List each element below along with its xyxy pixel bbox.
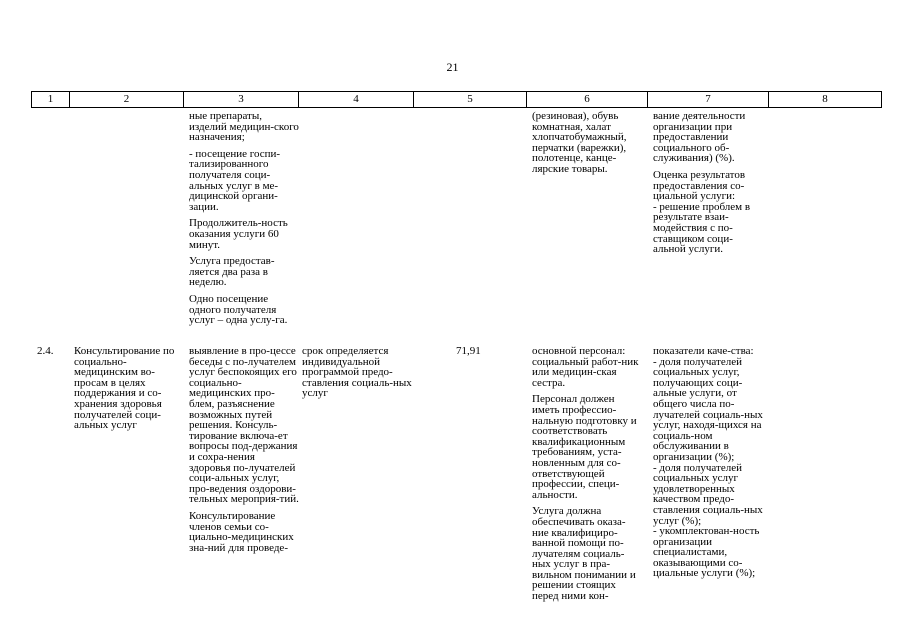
row1-col7 — [653, 111, 765, 261]
paragraph: - доля получателей социальных услуг, получающих соци-альные услуги, от общего числа по-лучателей социаль-ных услуг, находя-щихся на социаль-ном обслуживании в организации (%); — [653, 355, 763, 463]
row2-service-name: Консультирование по социально-медицинским во-просам в целях поддержания и со-хранения здоровья получателей соци-альных услуг — [74, 345, 175, 432]
header-col-3: 3 — [184, 92, 299, 108]
row2-col6 — [532, 346, 642, 608]
row1-col6 — [532, 111, 642, 181]
paragraph: Услуга должна обеспечивать оказа-ние квалифициро-ванной помощи по-лучателям социаль-ных услуг в пра-вильном понимании и решении стоящих перед ними кон- — [532, 505, 636, 603]
header-col-2: 2 — [70, 92, 184, 108]
paragraph: Услуга предостав-ляется два раза в неделю. — [189, 255, 275, 289]
paragraph: показатели каче-ства: — [653, 345, 754, 357]
paragraph: ные препараты, изделий медицин-ского назначения; — [189, 110, 299, 144]
paragraph: - решение проблем в результате взаи-модействия с по-ставщиком соци-альной услуги. — [653, 200, 751, 256]
row2-number: 2.4. — [37, 345, 54, 357]
paragraph: - доля получателей социальных услуг удовлетворенных качеством предо-ставления социаль-ных услуг (%); — [653, 461, 763, 527]
row2-col7 — [653, 346, 765, 579]
paragraph: (резиновая), обувь комнатная, халат хлопчатобумажный, перчатки (варежки), полотенце, канце-лярские товары. — [532, 110, 627, 175]
paragraph: вание деятельности организации при предоставлении социального об-служивания) (%). — [653, 110, 746, 165]
row1-col3 — [189, 111, 299, 332]
row2-col3 — [189, 346, 299, 559]
header-col-8: 8 — [769, 92, 882, 108]
header-col-6: 6 — [527, 92, 648, 108]
paragraph: - укомплектован-ность организации специалистами, оказывающими со-циальные услуги (%); — [653, 525, 760, 580]
page-number: 21 — [446, 60, 459, 74]
paragraph: Одно посещение одного получателя услуг – одна услу-га. — [189, 292, 288, 327]
paragraph: Персонал должен иметь профессио-нальную подготовку и соответствовать квалификационным требованиям, уста-новленным для со-ответствующей профессии, специ-альности. — [532, 393, 637, 501]
paragraph: Оценка результатов предоставления со-циальной услуги: — [653, 168, 746, 203]
row2-term: срок определяется индивидуальной программой предо-ставления социаль-ных услуг — [302, 345, 412, 400]
paragraph: - посещение госпи-тализированного получателя соци-альных услуг в ме-дицинской органи-зации. — [189, 147, 281, 213]
paragraph: Консультирование членов семьи со-циально-медицинских зна-ний для проведе- — [189, 509, 294, 554]
paragraph: Продолжитель-ность оказания услуги 60 минут. — [189, 217, 288, 251]
header-col-5: 5 — [414, 92, 527, 108]
header-col-1: 1 — [32, 92, 70, 108]
paragraph: основной персонал: социальный работ-ник или медицин-ская сестра. — [532, 345, 639, 389]
header-col-7: 7 — [648, 92, 769, 108]
column-header-row — [31, 91, 882, 108]
paragraph: выявление в про-цессе беседы с по-лучателем услуг беспокоящих его социально-медицинских про-блем, разъяснение возможных путей решения. Консуль-тирование включа-ет вопросы под-держания и сохра-нения здоровья по-лучателей соци-альных услуг, про-ведения оздорови-тельных мероприя-тий. — [189, 345, 299, 506]
header-col-4: 4 — [299, 92, 414, 108]
row2-tariff: 71,91 — [456, 345, 481, 357]
